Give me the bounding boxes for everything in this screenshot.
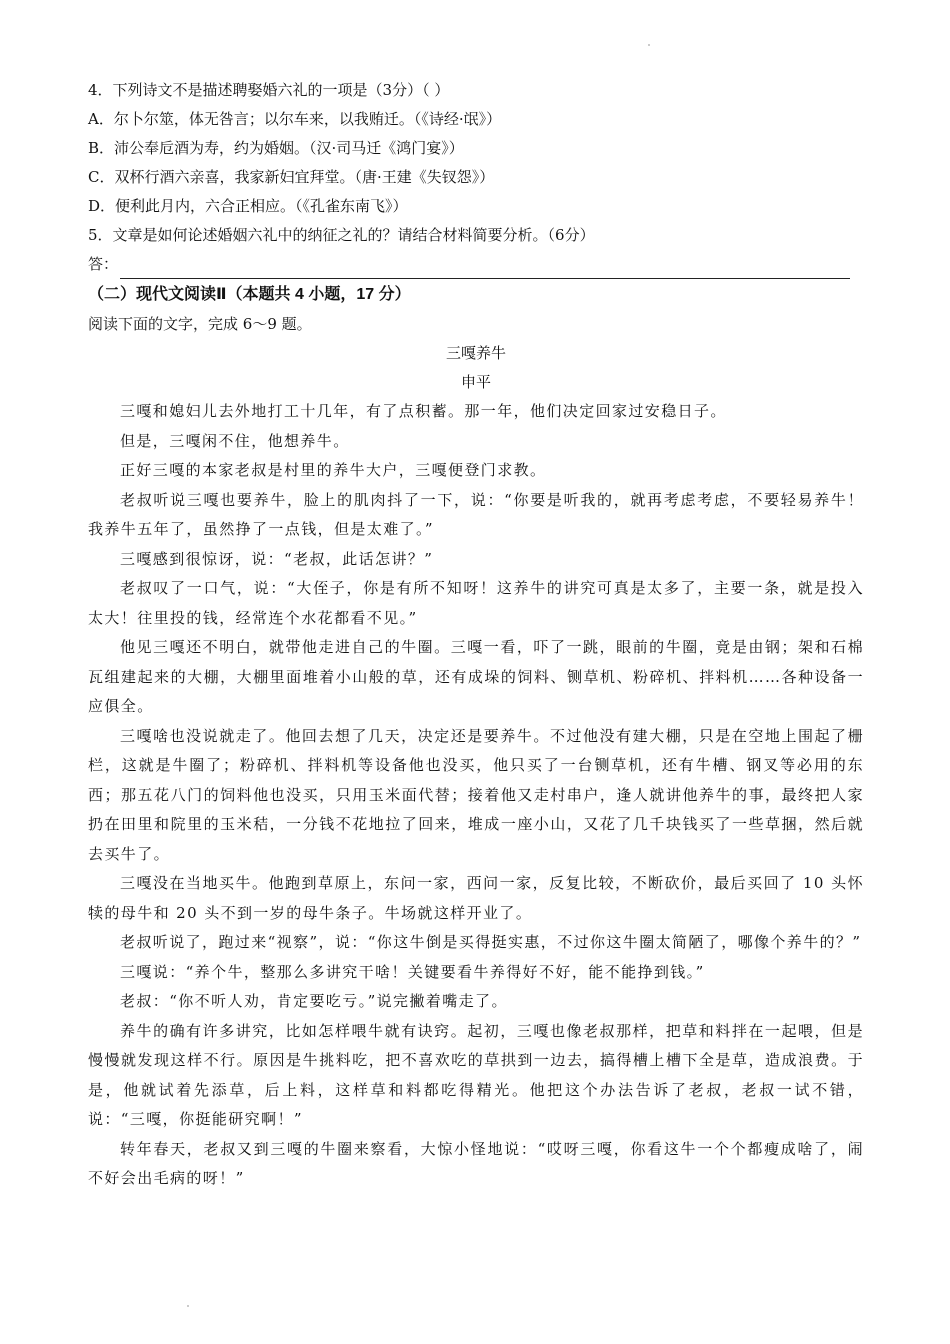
story-paragraph: 但是，三嘎闲不住，他想养牛。 bbox=[120, 431, 350, 450]
story-paragraph: 老叔听说了，跑过来“视察”，说：“你这牛倒是买得挺实惠，不过你这牛圈太简陋了，哪像个养牛的？” bbox=[120, 933, 862, 951]
story-paragraph: 他见三嘎还不明白，就带他走进自己的牛圈。三嘎一看，吓了一跳，眼前的牛圈，竟是由钢；架和石棉瓦组建起来的大棚，大棚里面堆着小山般的草，还有成垛的饲料、铡草机、粉碎机、拌料机……各种设备一应俱全。 bbox=[88, 638, 864, 715]
story-title: 三嘎养牛 bbox=[445, 344, 506, 362]
story-paragraph: 转年春天，老叔又到三嘎的牛圈来察看，大惊小怪地说：“哎呀三嘎，你看这牛一个个都瘦成啥了，闹不好会出毛病的呀！” bbox=[88, 1139, 864, 1187]
answer-label: 答： bbox=[88, 255, 119, 273]
story-paragraph: 三嘎没在当地买牛。他跑到草原上，东问一家，西问一家，反复比较，不断砍价，最后买回了 10 头怀犊的母牛和 20 头不到一岁的母牛条子。牛场就这样开业了。 bbox=[88, 874, 864, 922]
question-4-option-a: A．尔卜尔筮，体无咎言；以尔车来，以我贿迁。（《诗经·氓》） bbox=[88, 110, 502, 128]
question-4-stem: 4．下列诗文不是描述聘娶婚六礼的一项是（3分）（ ） bbox=[88, 81, 450, 99]
question-4-option-c: C．双杯行酒六亲喜，我家新妇宜拜堂。（唐·王建《失钗怨》） bbox=[88, 168, 495, 186]
question-5-stem: 5．文章是如何论述婚姻六礼中的纳征之礼的？请结合材料简要分析。（6分） bbox=[88, 226, 595, 244]
story-paragraph: 三嘎感到很惊讶，说：“老叔，此话怎讲？” bbox=[120, 549, 434, 568]
question-4-option-b: B．沛公奉卮酒为寿，约为婚姻。（汉·司马迁《鸿门宴》） bbox=[88, 139, 464, 157]
question-5-answer-row bbox=[88, 250, 864, 279]
story-paragraph: 三嘎说：“养个牛，整那么多讲究干啥！关键要看牛养得好不好，能不能挣到钱。” bbox=[120, 962, 705, 981]
story-paragraph: 三嘎和媳妇儿去外地打工十几年，有了点积蓄。那一年，他们决定回家过安稳日子。 bbox=[120, 402, 727, 420]
story-author: 申平 bbox=[460, 373, 491, 391]
story-paragraph: 三嘎啥也没说就走了。他回去想了几天，决定还是要养牛。不过他没有建大棚，只是在空地上围起了栅栏，这就是牛圈了；粉碎机、拌料机等设备他也没买，他只买了一台铡草机，还有牛槽、钢叉等必用的东西；那五花八门的饲料他也没买，只用玉米面代替；接着他又走村串户，逢人就讲他养牛的事，最终把人家扔在田里和院里的玉米秸，一分钱不花地拉了回来，堆成一座小山，又花了几千块钱买了一些草捆，然后就去买牛了。 bbox=[88, 726, 864, 863]
story-paragraph: 正好三嘎的本家老叔是村里的养牛大户，三嘎便登门求教。 bbox=[120, 461, 547, 479]
section-instruction: 阅读下面的文字，完成 6～9 题。 bbox=[88, 315, 312, 333]
answer-blank-line[interactable] bbox=[120, 256, 850, 279]
question-4-option-d: D．便利此月内，六合正相应。（《孔雀东南飞》） bbox=[88, 197, 408, 215]
scan-dot-bottom bbox=[187, 1305, 189, 1307]
section-title: （二）现代文阅读Ⅱ（本题共 4 小题，17 分） bbox=[88, 286, 411, 303]
story-paragraph: 老叔听说三嘎也要养牛，脸上的肌肉抖了一下，说：“你要是听我的，就再考虑考虑，不要轻易养牛！我养牛五年了，虽然挣了一点钱，但是太难了。” bbox=[88, 490, 864, 538]
scan-dot-top bbox=[648, 44, 650, 46]
story-paragraph: 养牛的确有许多讲究，比如怎样喂牛就有诀窍。起初，三嘎也像老叔那样，把草和料拌在一起喂，但是慢慢就发现这样不行。原因是牛挑料吃，把不喜欢吃的草拱到一边去，搞得槽上槽下全是草，造成浪费。于是，他就试着先添草，后上料，这样草和料都吃得精光。他把这个办法告诉了老叔，老叔一试不错，说：“三嘎，你挺能研究啊！” bbox=[88, 1021, 864, 1128]
story-paragraph: 老叔叹了一口气，说：“大侄子，你是有所不知呀！这养牛的讲究可真是太多了，主要一条，就是投入太大！往里投的钱，经常连个水花都看不见。” bbox=[88, 579, 864, 627]
story-paragraph: 老叔：“你不听人劝，肯定要吃亏。”说完撇着嘴走了。 bbox=[120, 992, 508, 1010]
document-page bbox=[88, 76, 864, 1194]
